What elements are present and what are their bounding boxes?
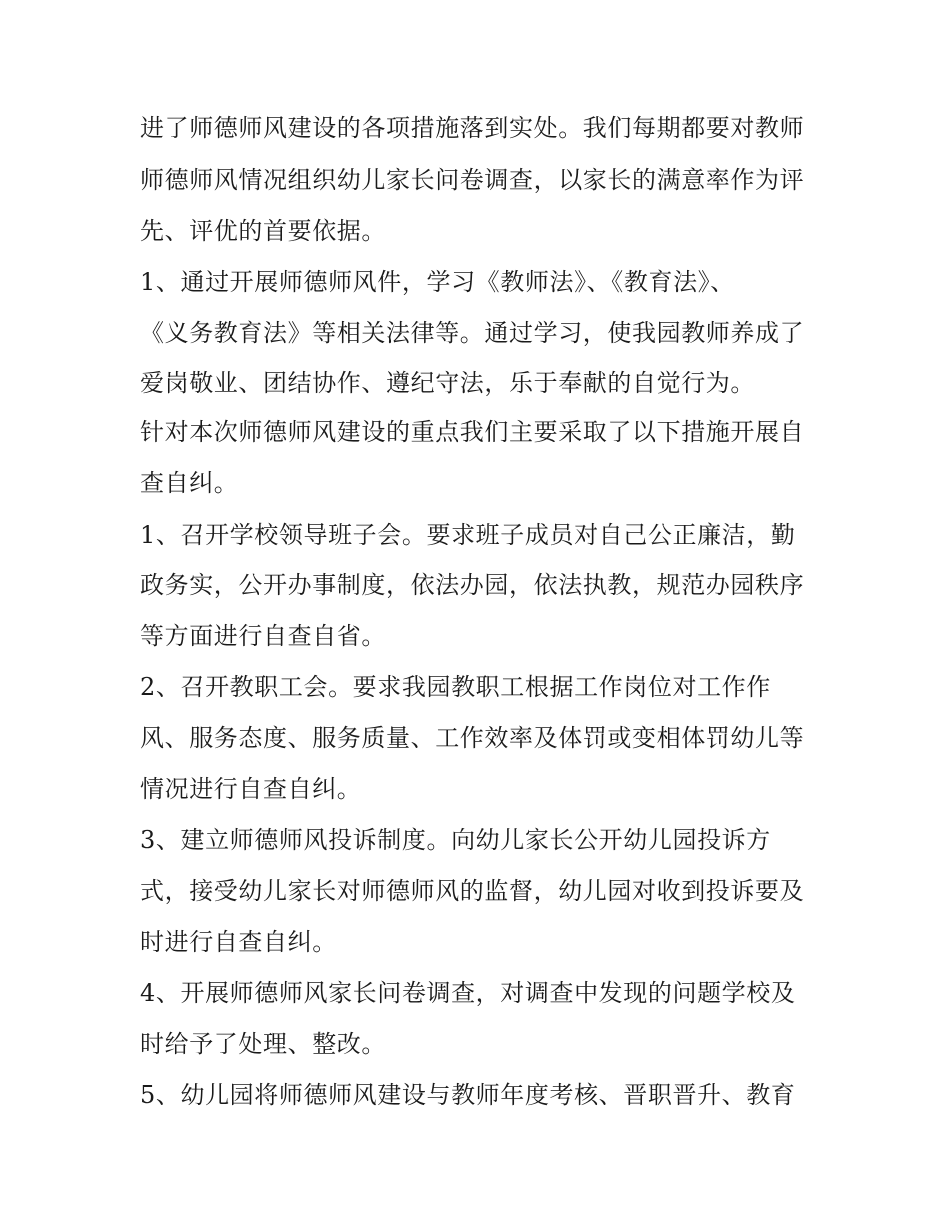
- text-line-6: 爱岗敬业、团结协作、遵纪守法，乐于奉献的自觉行为。: [140, 369, 755, 397]
- text-line-3: 先、评优的首要依据。: [140, 217, 386, 245]
- text-line-17: 时进行自查自纠。: [140, 928, 337, 956]
- text-line-16: 式，接受幼儿家长对师德师风的监督，幼儿园对收到投诉要及: [140, 877, 805, 905]
- text-line-7: 针对本次师德师风建设的重点我们主要采取了以下措施开展自: [140, 418, 805, 446]
- text-line-15: 3、建立师德师风投诉制度。向幼儿家长公开幼儿园投诉方: [140, 826, 771, 854]
- text-line-2: 师德师风情况组织幼儿家长问卷调查，以家长的满意率作为评: [140, 166, 805, 194]
- text-line-18: 4、开展师德师风家长问卷调查，对调查中发现的问题学校及: [140, 979, 796, 1007]
- text-line-12: 2、召开教职工会。要求我园教职工根据工作岗位对工作作: [140, 673, 771, 701]
- text-line-20: 5、幼儿园将师德师风建设与教师年度考核、晋职晋升、教育: [140, 1081, 796, 1109]
- text-line-9: 1、召开学校领导班子会。要求班子成员对自己公正廉洁，勤: [140, 521, 796, 549]
- text-line-11: 等方面进行自查自省。: [140, 622, 386, 650]
- text-line-19: 时给予了处理、整改。: [140, 1030, 386, 1058]
- text-line-14: 情况进行自查自纠。: [140, 775, 362, 803]
- text-line-13: 风、服务态度、服务质量、工作效率及体罚或变相体罚幼儿等: [140, 724, 805, 752]
- text-line-10: 政务实，公开办事制度，依法办园，依法执教，规范办园秩序: [140, 571, 805, 599]
- text-line-1: 进了师德师风建设的各项措施落到实处。我们每期都要对教师: [140, 114, 805, 142]
- text-line-4: 1、通过开展师德师风件，学习《教师法》、《教育法》、: [140, 268, 735, 296]
- text-line-5: 《义务教育法》等相关法律等。通过学习，使我园教师养成了: [140, 319, 805, 347]
- text-line-8: 查自纠。: [140, 469, 239, 497]
